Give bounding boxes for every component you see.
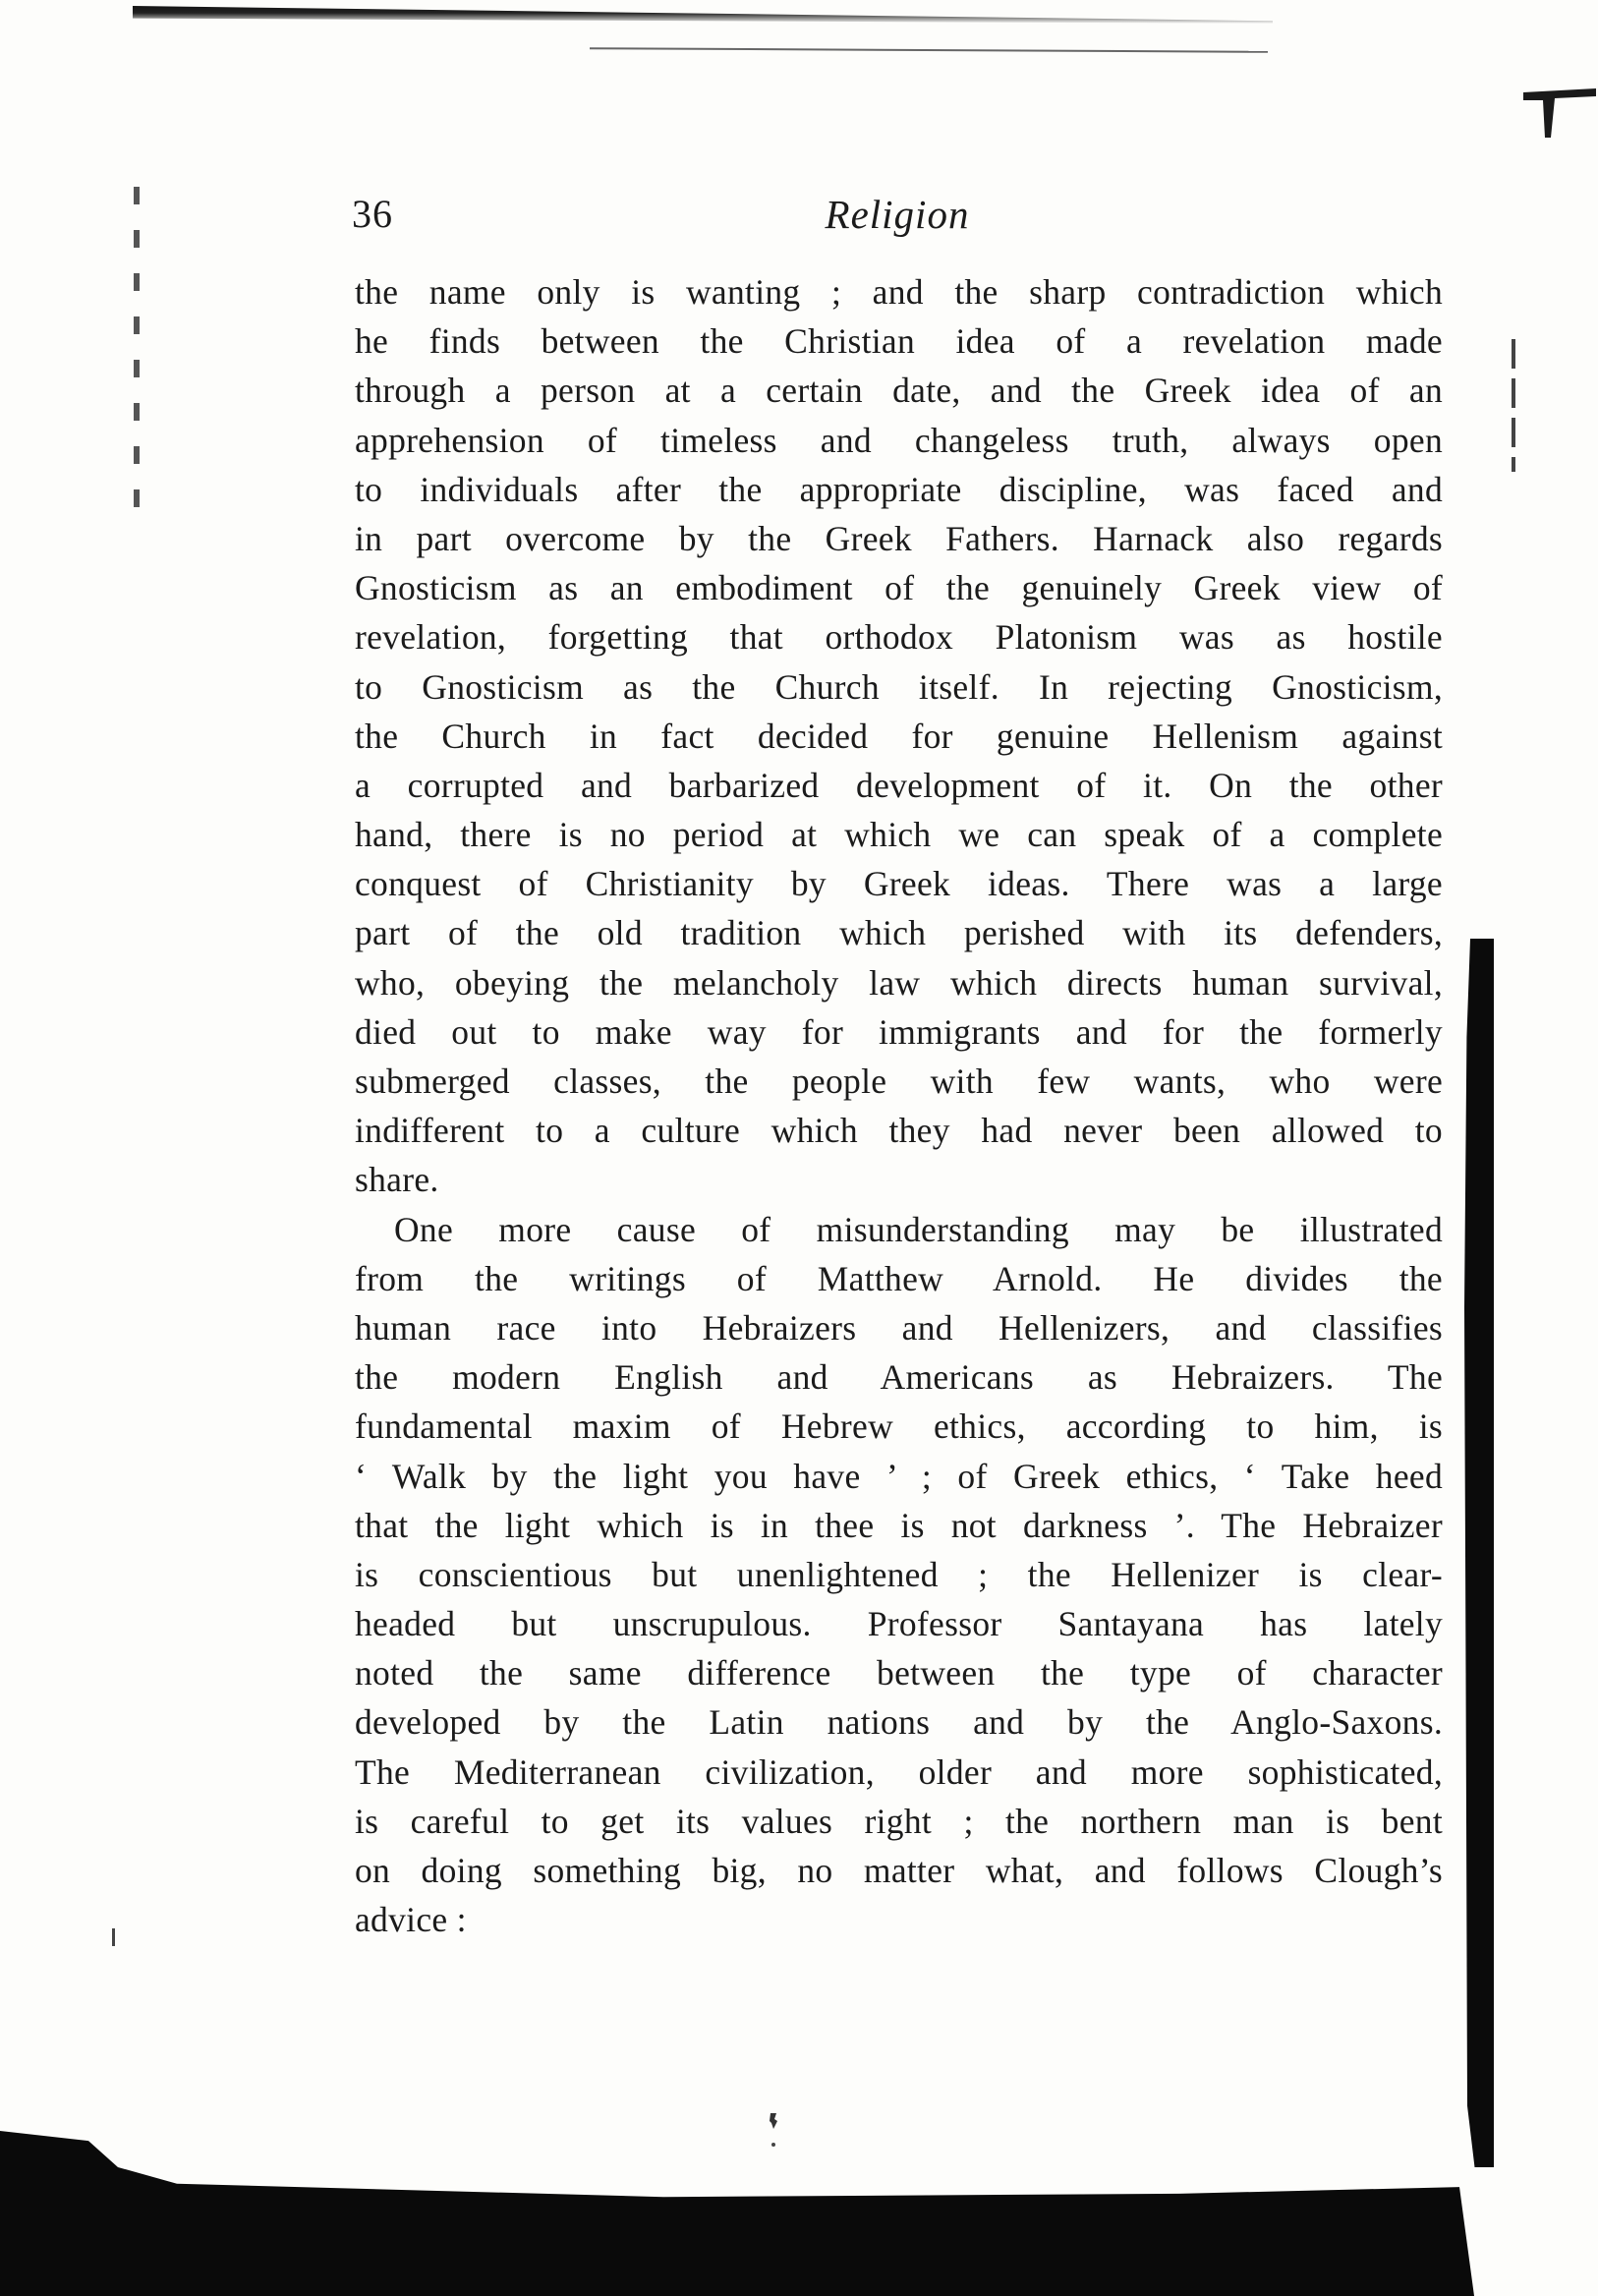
scan-left-margin-marks	[134, 187, 140, 531]
text-line: revelation, forgetting that orthodox Platonism was as hostile	[355, 617, 1443, 658]
scan-top-edge-line	[590, 47, 1268, 53]
scan-dust-mark-icon	[769, 2111, 778, 2149]
text-line: indifferent to a culture which they had never been allowed to	[355, 1111, 1443, 1151]
text-line: apprehension of timeless and changeless truth, always open	[355, 420, 1443, 460]
text-line: to individuals after the appropriate discipline, was faced and	[355, 469, 1443, 509]
text-line: he finds between the Christian idea of a revelation made	[355, 321, 1443, 362]
text-line: from the writings of Matthew Arnold. He divides the	[355, 1258, 1443, 1298]
text-line: is careful to get its values right ; the northern man is bent	[355, 1801, 1443, 1841]
text-line: One more cause of misunderstanding may be illustrated	[394, 1209, 1443, 1249]
text-line: in part overcome by the Greek Fathers. Harnack also regards	[355, 518, 1443, 558]
text-line: The Mediterranean civilization, older and more sophisticated,	[355, 1751, 1443, 1792]
text-line: Gnosticism as an embodiment of the genuinely Greek view of	[355, 568, 1443, 608]
scan-stray-mark	[112, 1928, 115, 1946]
text-line: human race into Hebraizers and Hellenizers, and classifies	[355, 1307, 1443, 1348]
text-line: noted the same difference between the type of character	[355, 1653, 1443, 1693]
text-line: hand, there is no period at which we can speak of a complete	[355, 815, 1443, 855]
text-line: to Gnosticism as the Church itself. In rejecting Gnosticism,	[355, 666, 1443, 707]
paragraph	[355, 267, 1443, 1205]
text-line: a corrupted and barbarized development of it. On the other	[355, 765, 1443, 805]
text-line: is conscientious but unenlightened ; the Hellenizer is clear-	[355, 1554, 1443, 1594]
text-line: advice :	[355, 1900, 467, 1940]
scan-right-edge-shadow	[1464, 939, 1494, 2167]
body-text	[355, 267, 1443, 1944]
text-line: headed but unscrupulous. Professor Santayana has lately	[355, 1604, 1443, 1644]
text-line: developed by the Latin nations and by the Anglo-Saxons.	[355, 1702, 1443, 1743]
text-line: part of the old tradition which perished with its defenders,	[355, 913, 1443, 953]
text-line: died out to make way for immigrants and for the formerly	[355, 1011, 1443, 1052]
text-line: the modern English and Americans as Hebraizers. The	[355, 1357, 1443, 1398]
running-title: Religion	[825, 192, 970, 237]
text-line: ‘ Walk by the light you have ’ ; of Greek ethics, ‘ Take heed	[355, 1456, 1443, 1496]
text-line: fundamental maxim of Hebrew ethics, according to him, is	[355, 1406, 1443, 1447]
text-line: submerged classes, the people with few wants, who were	[355, 1062, 1443, 1101]
scan-corner-mark-icon	[1521, 81, 1598, 140]
scan-top-edge-shadow	[133, 6, 1273, 24]
text-line: the name only is wanting ; and the sharp contradiction which	[355, 272, 1443, 312]
text-line: on doing something big, no matter what, and follows Clough’s	[355, 1851, 1443, 1890]
text-line: the Church in fact decided for genuine Hellenism against	[355, 716, 1443, 756]
text-line: share.	[355, 1160, 439, 1200]
scan-bottom-edge-shadow	[0, 2131, 1474, 2296]
text-line: who, obeying the melancholy law which directs human survival,	[355, 962, 1443, 1003]
scan-right-margin-marks	[1512, 339, 1515, 472]
page-number: 36	[352, 192, 393, 236]
text-line: that the light which is in thee is not darkness ’. The Hebraizer	[355, 1505, 1443, 1545]
paragraph	[355, 1205, 1443, 1945]
page-header	[352, 185, 1443, 244]
text-line: conquest of Christianity by Greek ideas. There was a large	[355, 864, 1443, 904]
text-line: through a person at a certain date, and the Greek idea of an	[355, 371, 1443, 411]
